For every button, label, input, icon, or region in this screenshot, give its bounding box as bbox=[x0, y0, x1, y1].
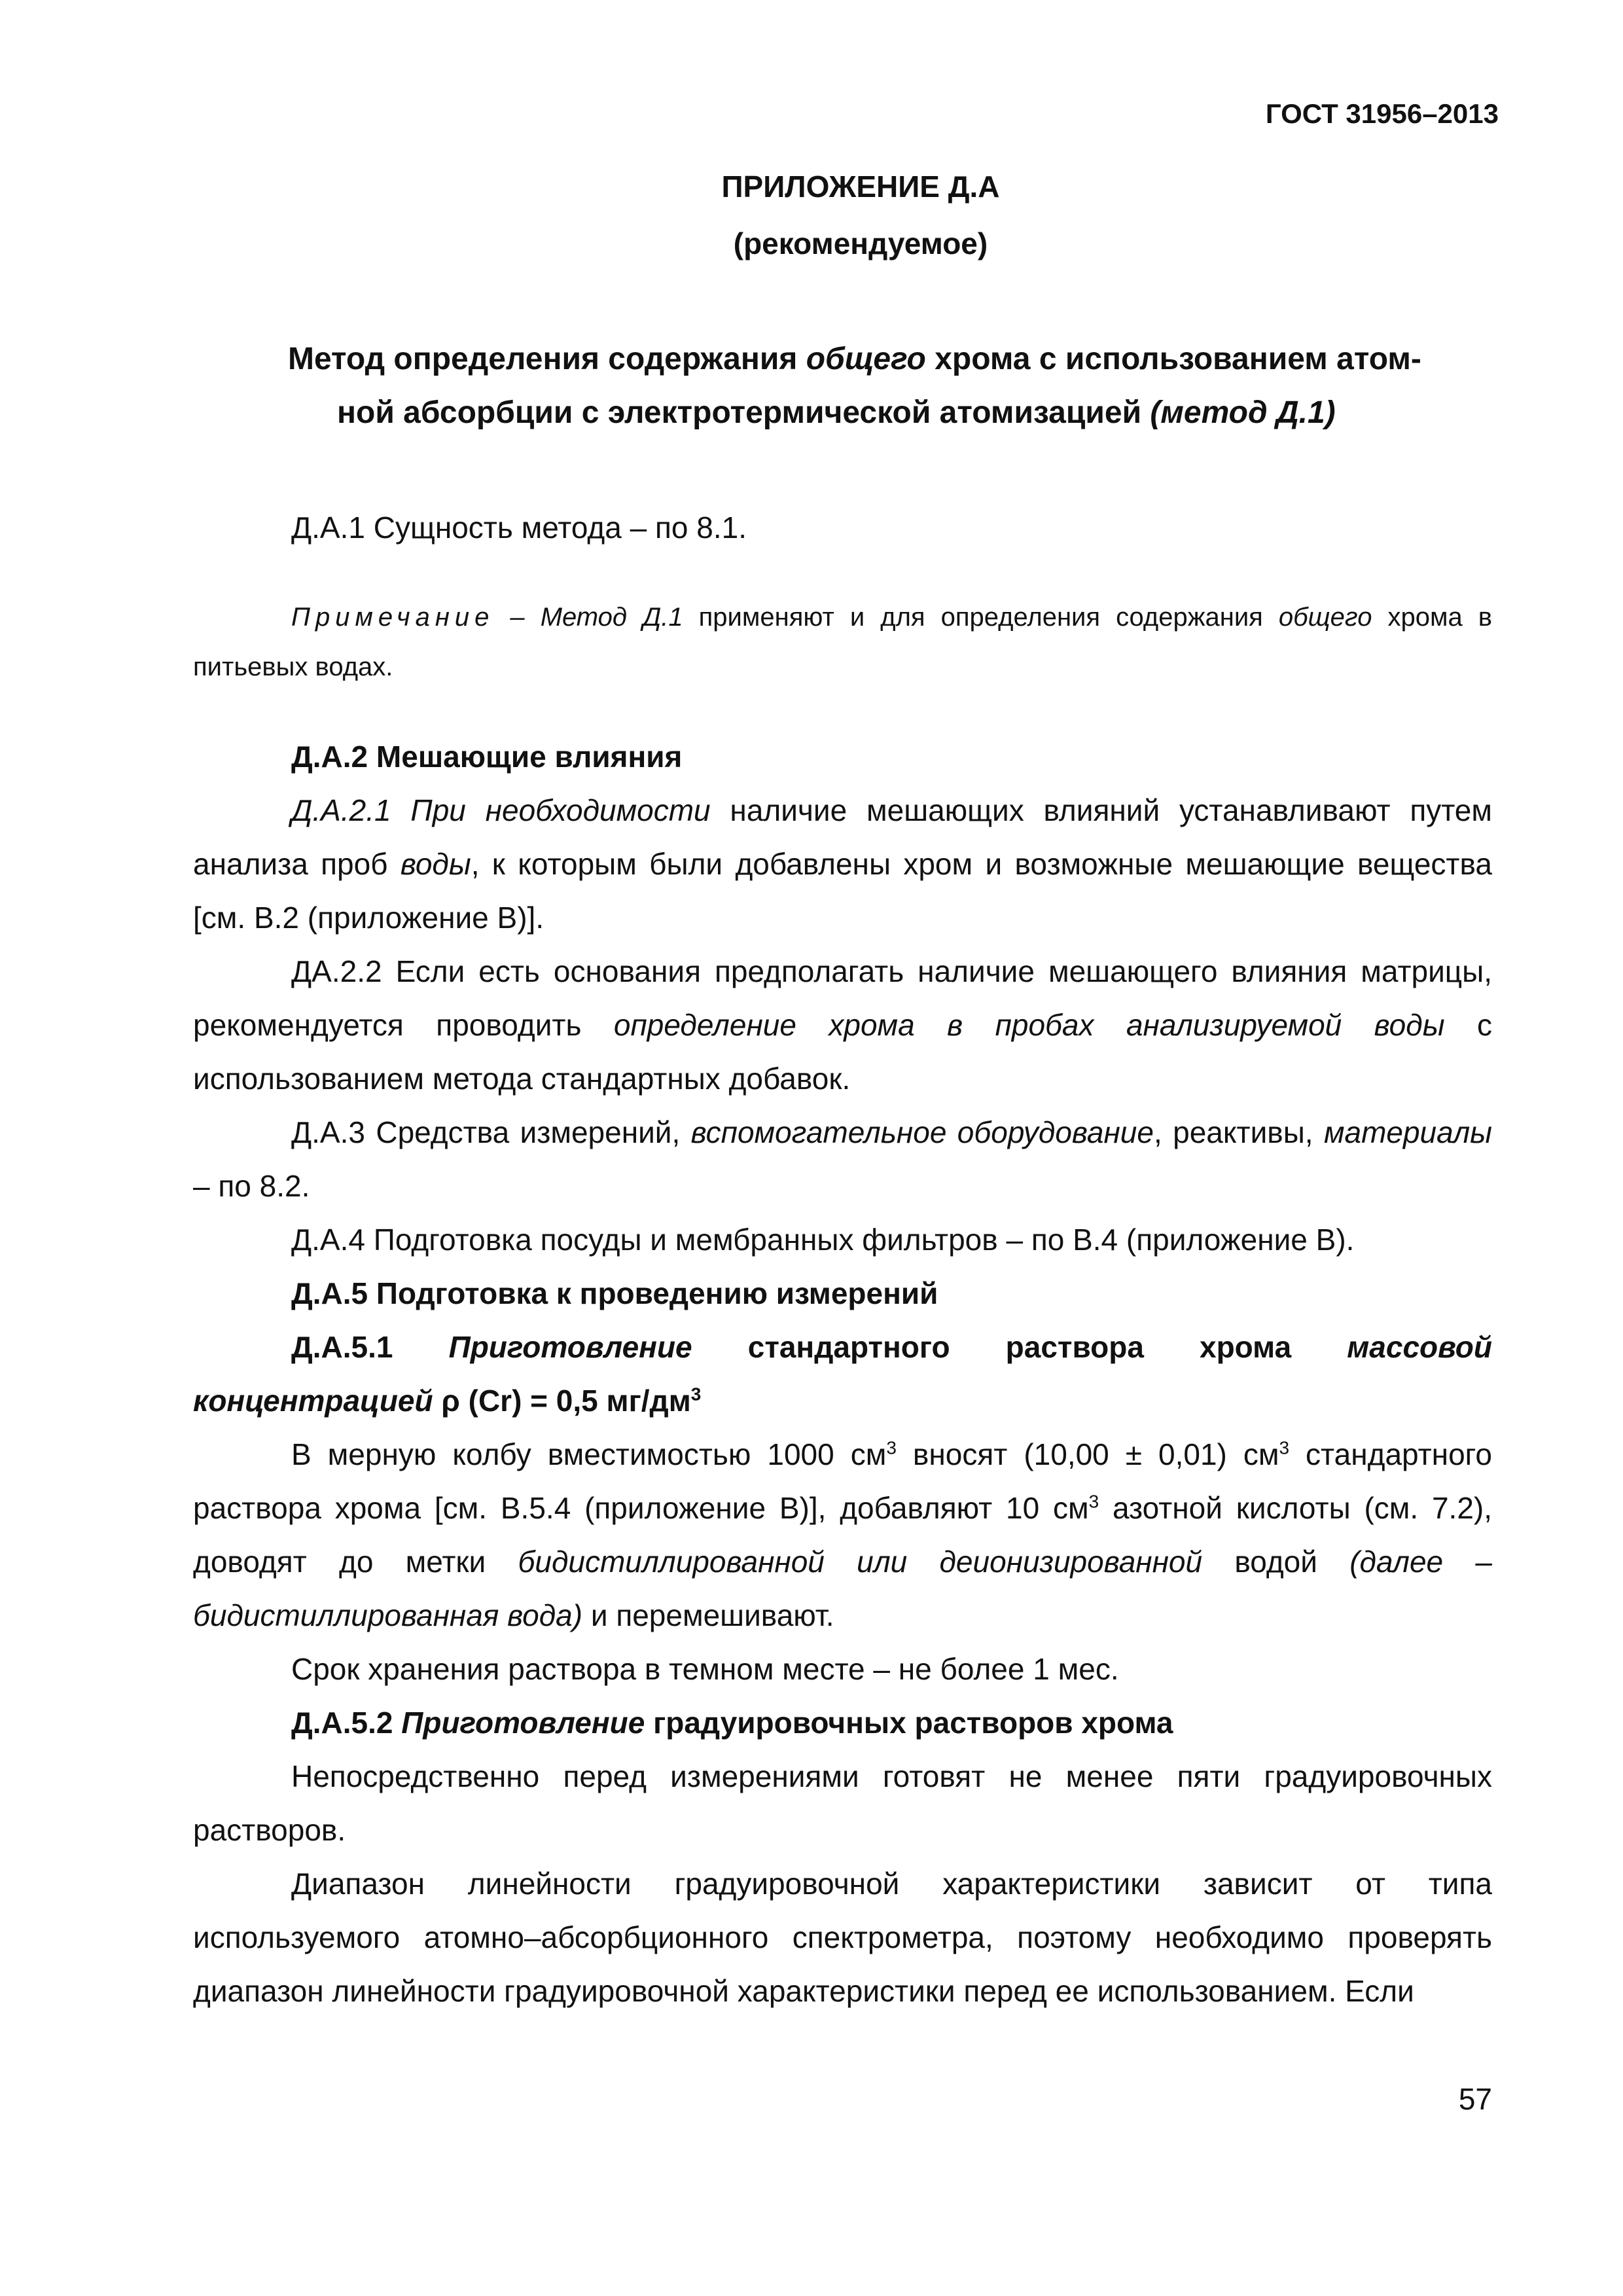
method-title-line2: ной абсорбции с электротермической атомизацией (метод Д.1) bbox=[337, 395, 1336, 430]
method-title bbox=[288, 332, 1499, 440]
section-5-1-storage: Срок хранения раствора в темном месте – не более 1 мес. bbox=[291, 1652, 1119, 1686]
section-2-heading: Д.А.2 Мешающие влияния bbox=[291, 740, 683, 774]
section-1 bbox=[193, 501, 1492, 554]
appendix-title: ПРИЛОЖЕНИЕ Д.А bbox=[721, 170, 1000, 204]
section-5-1-text: В мерную колбу вместимостью 1000 $см^3$ вносят (10,00 ± 0,01) $см^3$ стандартного раствора хрома [см. В.5.4 (приложение В)], добавляют 10 $см^3$ азотной кислоты (см. 7.2), доводят до метки бидистиллированной или деионизированной водой (далее – бидистиллированная вода) и перемешивают. bbox=[193, 1437, 1493, 1632]
section-5-heading: Д.А.5 Подготовка к проведению измерений bbox=[291, 1276, 938, 1310]
method-title-line1: Метод определения содержания общего хрома с использованием атом- bbox=[288, 342, 1421, 376]
section-2-2: ДА.2.2 Если есть основания предполагать наличие мешающего влияния матрицы, рекомендуется проводить определение хрома в пробах анализируемой воды с использованием метода стандартных добавок. bbox=[193, 954, 1492, 1096]
appendix-status: (рекомендуемое) bbox=[733, 226, 988, 260]
section-3: Д.А.3 Средства измерений, вспомогательное оборудование, реактивы, материалы – по 8.2. bbox=[193, 1115, 1492, 1203]
page-number: 57 bbox=[1458, 2082, 1492, 2116]
standard-number: ГОСТ 31956–2013 bbox=[1265, 98, 1499, 129]
section-5-1-heading: Д.А.5.1 Приготовление стандартного раствора хрома массовой концентрацией ρ (Cr) = 0,5 $мг/дм^3$ bbox=[193, 1330, 1492, 1418]
section-5-2-text-2: Диапазон линейности градуировочной характеристики зависит от типа используемого атомно–абсорбционного спектрометра, поэтому необходимо проверять диапазон линейности градуировочной характеристики перед ее использованием. Если bbox=[193, 1867, 1492, 2008]
section-4: Д.А.4 Подготовка посуды и мембранных фильтров – по В.4 (приложение В). bbox=[291, 1223, 1355, 1257]
note: Примечание – Метод Д.1 применяют и для определения содержания общего хрома в питьевых водах. bbox=[193, 603, 1492, 681]
section-5-2-text-1: Непосредственно перед измерениями готовят не менее пяти градуировочных растворов. bbox=[193, 1759, 1492, 1847]
section-2-1: Д.А.2.1 При необходимости наличие мешающих влияний устанавливают путем анализа проб воды, к которым были добавлены хром и возможные мешающие вещества [см. В.2 (приложение В)]. bbox=[193, 793, 1492, 935]
section-1-text: Д.А.1 Сущность метода – по 8.1. bbox=[291, 511, 747, 545]
main-body bbox=[193, 730, 1492, 2018]
note-label: Примечание bbox=[291, 603, 495, 632]
section-5-2-heading: Д.А.5.2 Приготовление градуировочных растворов хрома bbox=[291, 1706, 1173, 1740]
